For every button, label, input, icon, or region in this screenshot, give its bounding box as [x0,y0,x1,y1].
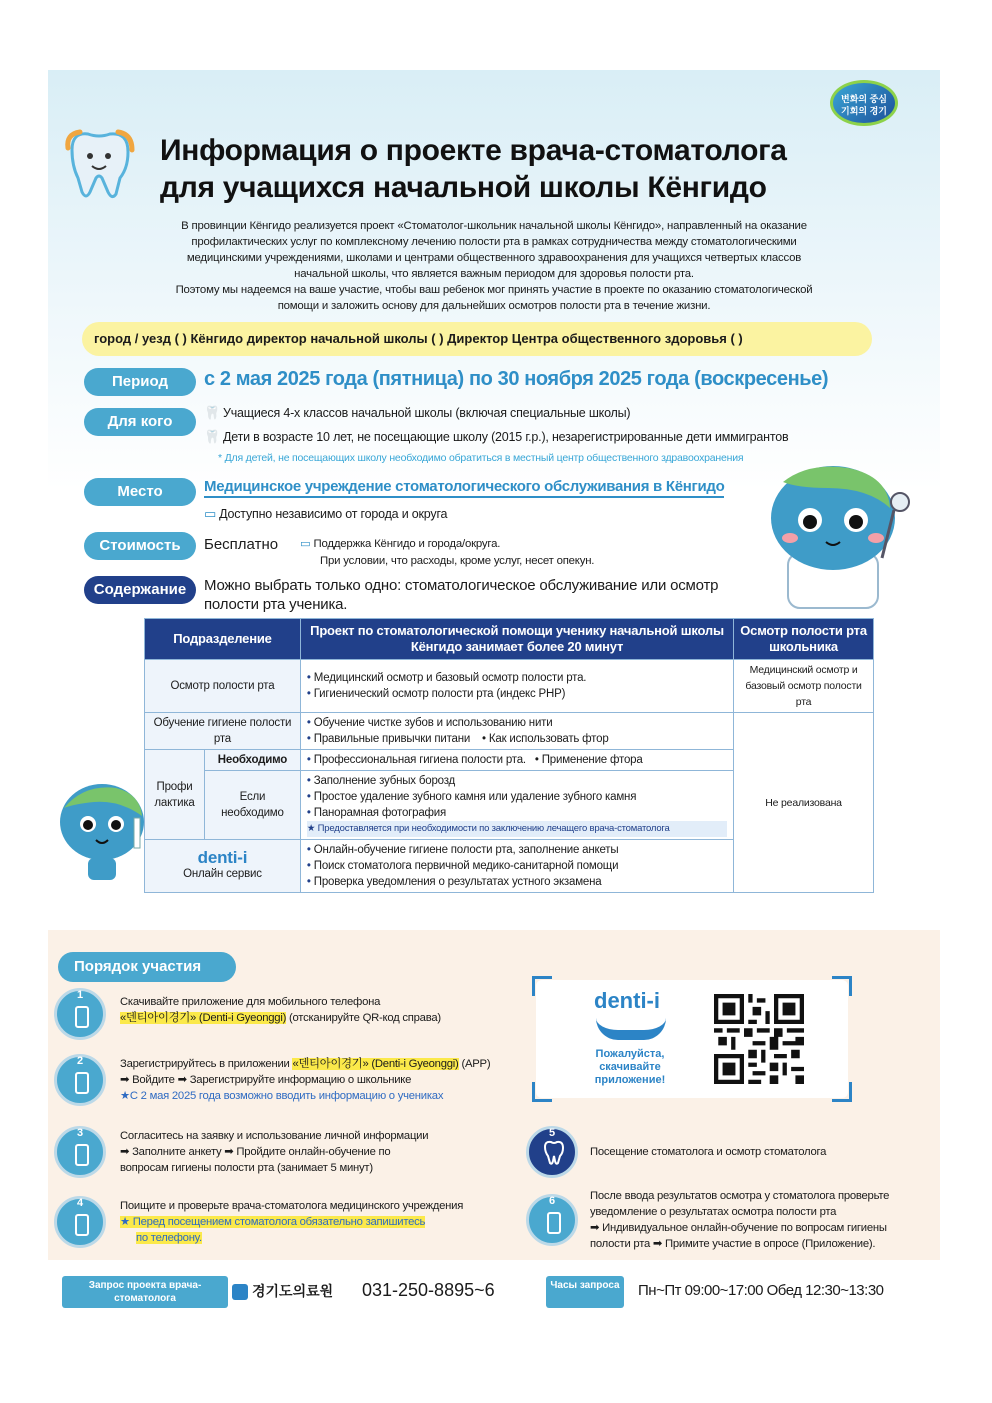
gyeonggi-badge: 변화의 중심 기회의 경기 [830,80,898,126]
step-4-phone-icon: 4 [54,1196,106,1248]
step-5-text: Посещение стоматолога и осмотр стоматолога [590,1146,827,1158]
dentist-mascot-icon [748,458,918,608]
participation-poster [48,930,940,1260]
smile-icon [596,1018,666,1040]
qr-code-icon[interactable] [714,994,804,1084]
table-cell: Если необходимо [204,771,300,840]
table-row [145,713,874,750]
tooth-mascot-icon [62,128,136,202]
table-cell: Медицинский осмотр и базовый осмотр полости рта [734,660,874,713]
hours-label: Часы запроса [546,1276,624,1308]
table-cell: Обучение гигиене полости рта [145,713,301,750]
table-cell: Необходимо [204,750,300,771]
period-label: Период [84,368,196,396]
step-1-phone-icon: 1 [54,988,106,1040]
mascot-toothbrush-icon [54,778,150,882]
table-header-cell: Проект по стоматологической помощи ученику начальной школы Кёнгидо занимает более 20 минут [300,619,733,660]
table-cell: denti-i Онлайн сервис [145,840,301,893]
step-2-text: Зарегистрируйтесь в приложении «덴티아이경기» (Denti-i Gyeonggi) (APP) ➡ Войдите ➡ Зарегистрируйте информацию о школьнике ★С 2 мая 2025 года возможно вводить информацию о учениках [120,1058,491,1102]
table-cell: • Профессиональная гигиена полости рта. • Применение фтора [300,750,733,771]
table-header-row [145,619,874,660]
table-header-cell: Осмотр полости рта школьника [734,619,874,660]
step-1-text: Скачивайте приложение для мобильного телефона «덴티아이경기» (Denti-i Gyeonggi) (отсканируйте QR-код справа) [120,996,441,1024]
info-poster [48,70,940,888]
table-header-cell: Подразделение [145,619,301,660]
request-label: Запрос проекта врача-стоматолога [62,1276,228,1308]
who-note: * Для детей, не посещающих школу необходимо обратиться в местный центр общественного здравоохранения [218,452,744,464]
table-note: ★ Предоставляется при необходимости по заключению лечащего врача-стоматолога [307,821,727,837]
table-cell: Не реализована [734,713,874,893]
table-cell: Осмотр полости рта [145,660,301,713]
step-6-text: После ввода результатов осмотра у стоматолога проверьте уведомление о результатах осмотра полости рта ➡ Индивидуальное онлайн-обучение по вопросам гигиены полости рта ➡ Примите участие в опросе (Приложение). [590,1190,890,1250]
step-3-text: Согласитесь на заявку и использование личной информации ➡ Заполните анкету ➡ Пройдите онлайн-обучение по вопросам гигиены полости рта (занимает 5 минут) [120,1130,429,1174]
hospital-cross-icon [232,1284,248,1300]
step-5-tooth-icon: 5 [526,1126,578,1178]
table-row [145,660,874,713]
content-label: Содержание [84,576,196,604]
table-cell: • Обучение чистке зубов и использованию нити • Правильные привычки питани • Как использовать фтор [300,713,733,750]
cost-label: Стоимость [84,532,196,560]
step-4-text: Поищите и проверьте врача-стоматолога медицинского учреждения ★ Перед посещением стоматолога обязательно запишитесь по телефону. [120,1200,464,1244]
table-cell: • Медицинский осмотр и базовый осмотр полости рта. • Гигиенический осмотр полости рта (индекс PHP) [300,660,733,713]
step-6-phone-icon: 6 [526,1194,578,1246]
table-cell: Профи лактика [145,750,205,840]
services-table [144,618,874,893]
period-value: с 2 мая 2025 года (пятница) по 30 ноября 2025 года (воскресенье) [204,368,829,390]
table-cell: • Заполнение зубных борозд • Простое удаление зубного камня или удаление зубного камня • Панорамная фотография ★ Предоставляется при необходимости по заключению лечащего врача-стоматолога [300,771,733,840]
place-label: Место [84,478,196,506]
cost-value: Бесплатно [204,536,279,553]
contact-phone[interactable]: 031-250-8895~6 [362,1280,495,1300]
app-download-box [536,980,848,1098]
intro-paragraph: В провинции Кёнгидо реализуется проект «Стоматолог-школьник начальной школы Кёнгидо», направленный на оказание профилактических услуг по комплексному лечению полости рта в рамках сотрудничества между стоматологическими медицинскими учреждениями, школами и центрами общественного здравоохранения для учащихся четвертых классов начальной школы, что является важным периодом для здоровья полости рта. Поэтому мы надеемся на ваше участие, чтобы ваш ребенок мог принять участие в проекте по оказанию стоматологической помощи и заложить основу для дальнейших осмотров полости рта в течение жизни. [175,220,813,312]
download-prompt: Пожалуйста, скачивайте приложение! [594,1048,666,1086]
who-line-1: 🦷 Учащиеся 4-х классов начальной школы (включая специальные школы) [204,405,631,420]
place-value: Медицинское учреждение стоматологического обслуживания в Кёнгидо [204,478,724,498]
place-sub: ▭ Доступно независимо от города и округа [204,506,448,521]
request-hours: Пн~Пт 09:00~17:00 Обед 12:30~13:30 [638,1282,884,1299]
cost-notes: ▭ Поддержка Кёнгидо и города/округа. При условии, что расходы, кроме услуг, несет опекун. [300,538,595,567]
table-cell: • Онлайн-обучение гигиене полости рта, заполнение анкеты • Поиск стоматолога первичной медико-санитарной помощи • Проверка уведомления о результатах устного экзамена [300,840,733,893]
signature-fill-bar: город / уезд ( ) Кёнгидо директор начальной школы ( ) Директор Центра общественного здоровья ( ) [82,322,872,356]
tooth-icon: 🦷 [204,405,220,420]
who-label: Для кого [84,408,196,436]
tooth-icon: 🦷 [204,429,220,444]
order-title: Порядок участия [58,952,236,982]
denti-i-logo: denti-i [197,848,248,867]
screen-icon: ▭ [204,506,217,521]
screen-icon: ▭ [300,538,314,550]
step-2-phone-icon: 2 [54,1054,106,1106]
denti-i-logo: denti-i [594,988,660,1013]
step-3-phone-icon: 3 [54,1126,106,1178]
org-logo: 경기도의료원 [232,1281,333,1301]
page-title: Информация о проекте врача-стоматолога для учащихся начальной школы Кёнгидо [160,134,787,204]
who-line-2: 🦷 Дети в возрасте 10 лет, не посещающие школу (2015 г.р.), незарегистрированные дети иммигрантов [204,429,789,444]
content-value: Можно выбрать только одно: стоматологическое обслуживание или осмотр полости рта ученика. [204,577,719,613]
